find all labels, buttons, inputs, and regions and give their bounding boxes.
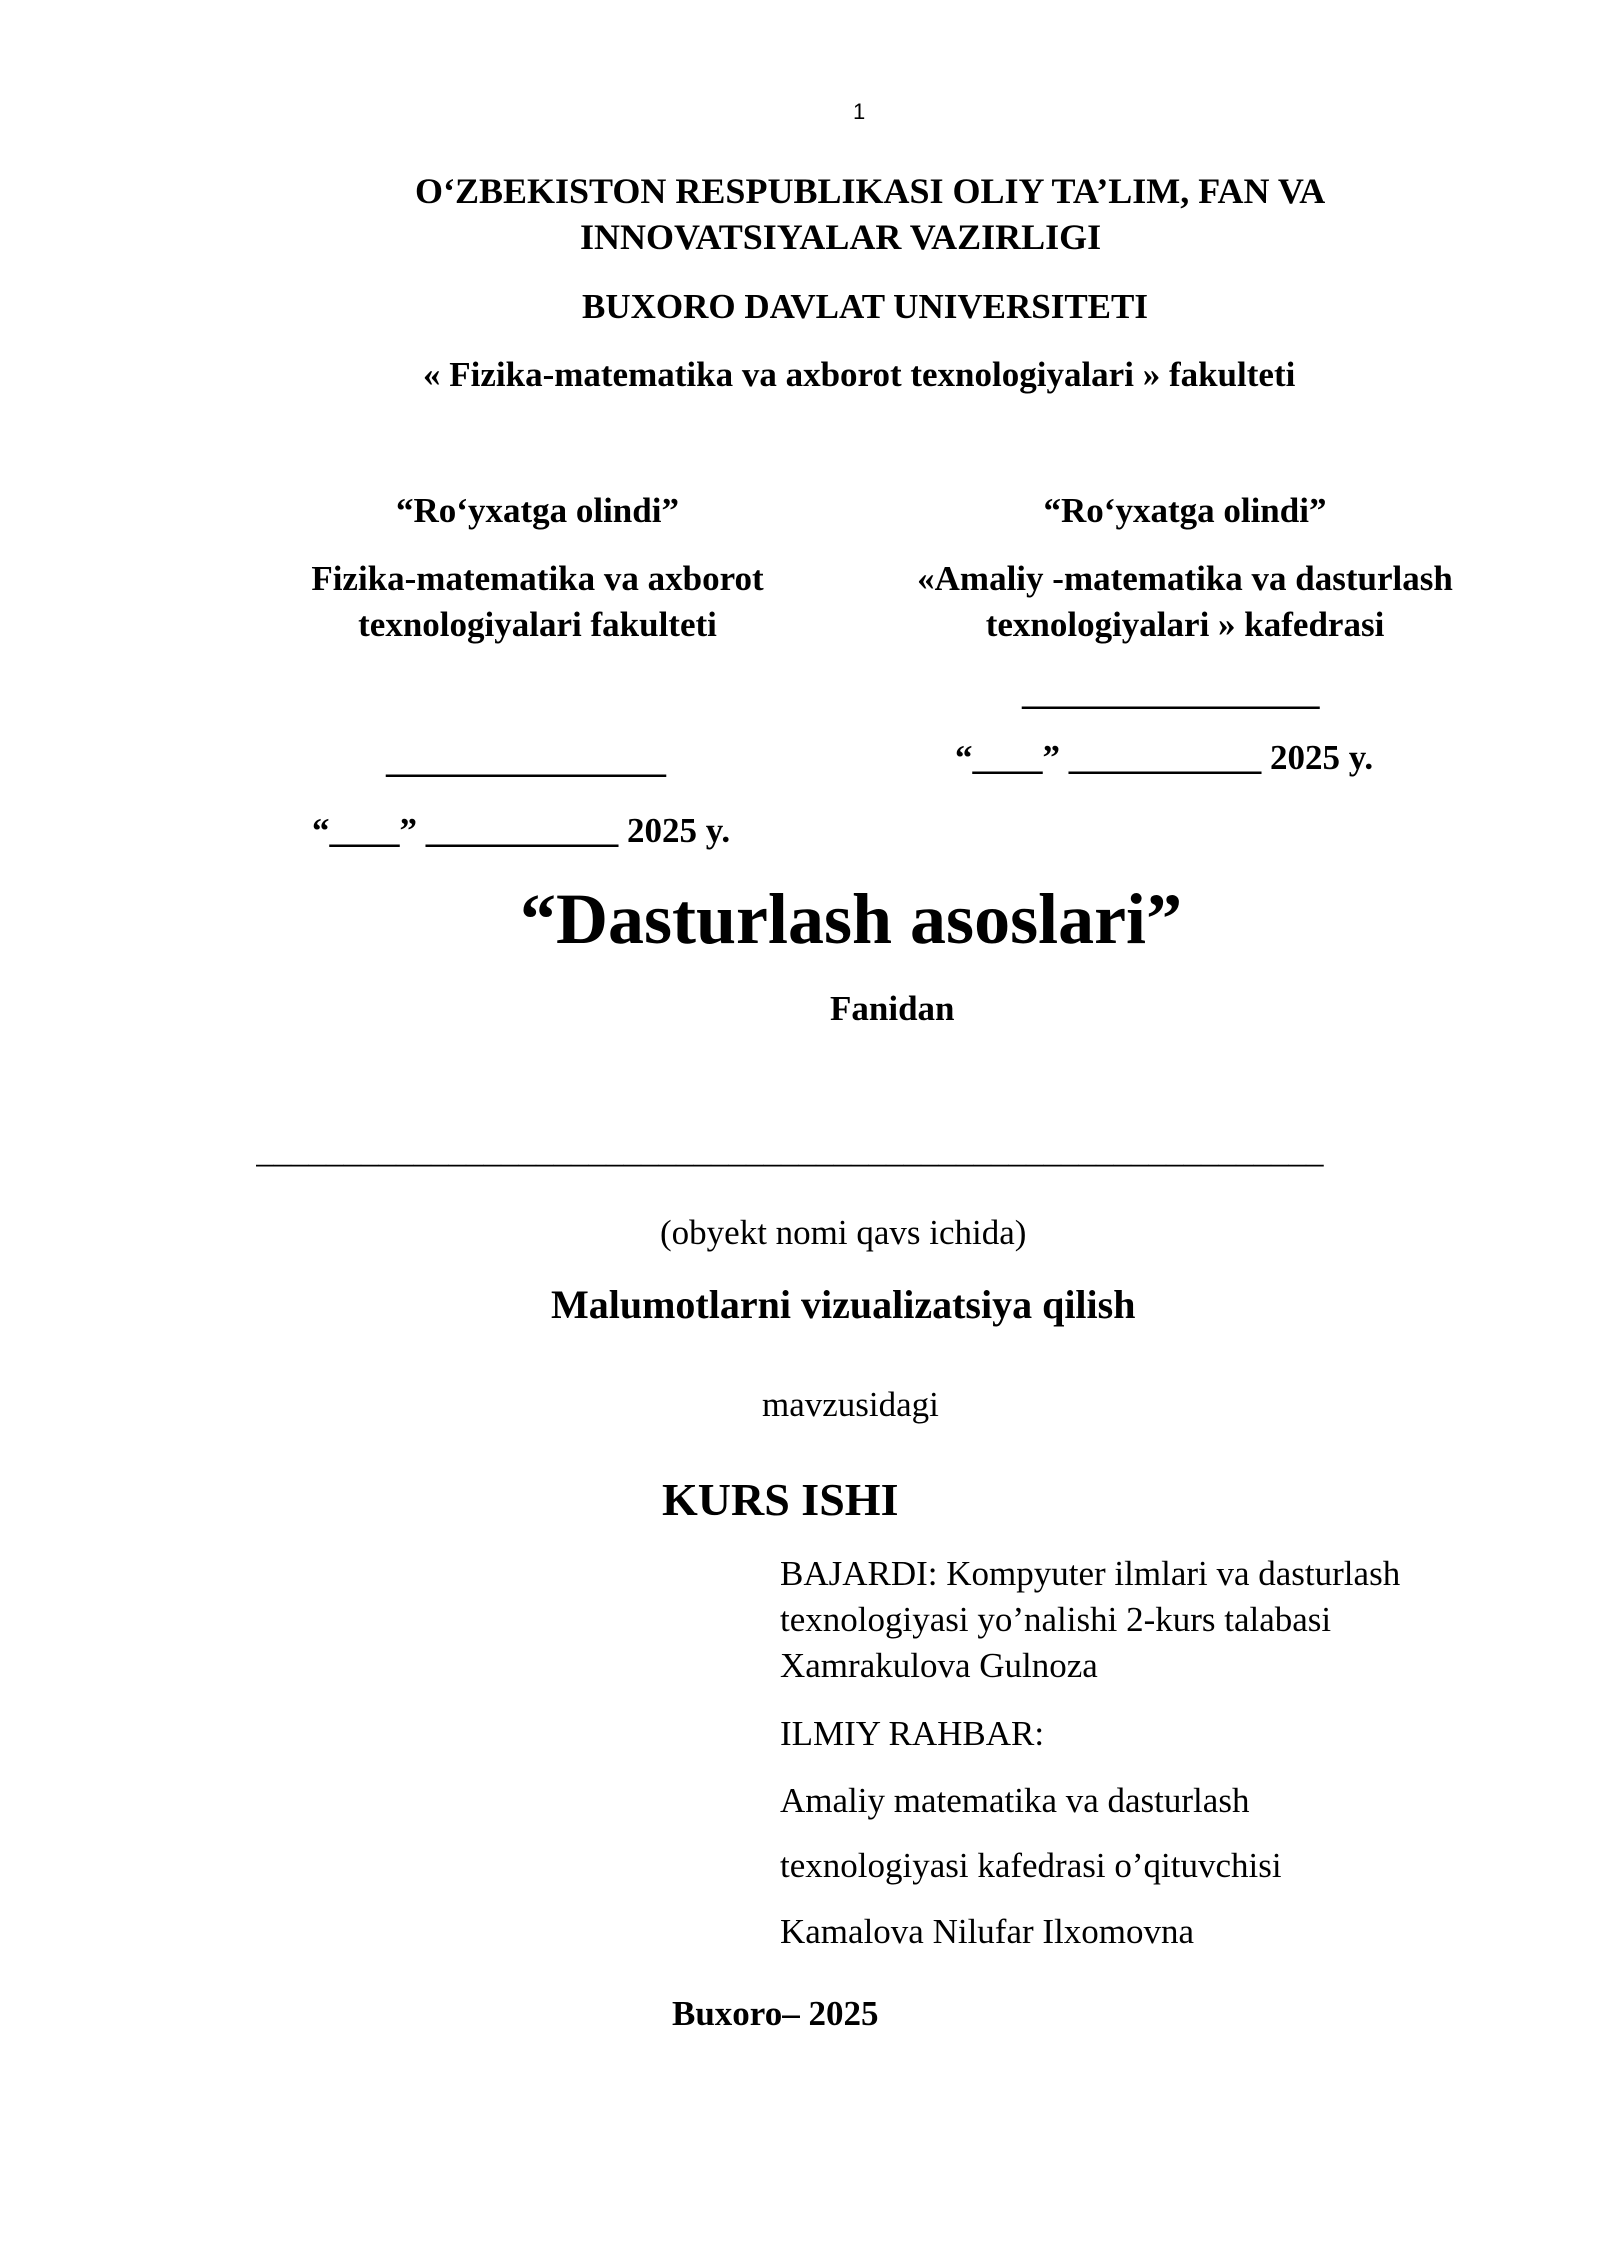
approval-left-line-2: texnologiyalari fakulteti xyxy=(358,605,717,644)
supervisor-line-1: Amaliy matematika va dasturlash xyxy=(780,1781,1250,1820)
author-line-1: BAJARDI: Kompyuter ilmlari va dasturlash xyxy=(780,1554,1401,1593)
footer-city-year: Buxoro– 2025 xyxy=(672,1994,879,2033)
page-number: 1 xyxy=(853,99,866,124)
approval-left xyxy=(265,488,810,648)
work-type: KURS ISHI xyxy=(662,1474,899,1525)
approval-left-title: “Ro‘yxatga olindi” xyxy=(396,491,679,530)
supervisor-label: ILMIY RAHBAR: xyxy=(780,1714,1045,1753)
object-name-hint: (obyekt nomi qavs ichida) xyxy=(660,1213,1027,1252)
approval-right xyxy=(880,488,1490,648)
mavzusidagi-label: mavzusidagi xyxy=(762,1385,939,1424)
author-line-2: texnologiyasi yo’nalishi 2-kurs talabasi xyxy=(780,1600,1332,1639)
university-name: BUXORO DAVLAT UNIVERSITETI xyxy=(582,287,1148,326)
approval-right-signature: _________________ xyxy=(1022,673,1320,712)
fanidan-label: Fanidan xyxy=(830,989,955,1028)
supervisor-line-2: texnologiyasi kafedrasi o’qituvchisi xyxy=(780,1846,1282,1885)
approval-left-line-1: Fizika-matematika va axborot xyxy=(311,559,764,598)
supervisor-name: Kamalova Nilufar Ilxomovna xyxy=(780,1912,1195,1951)
course-title: “Dasturlash asoslari” xyxy=(520,879,1183,959)
approval-left-signature: ________________ xyxy=(386,741,666,780)
approval-right-date: “____” ___________ 2025 y. xyxy=(955,738,1374,777)
approval-right-title: “Ro‘yxatga olindi” xyxy=(1043,491,1327,530)
author-name: Xamrakulova Gulnoza xyxy=(780,1646,1098,1685)
faculty-name: « Fizika-matematika va axborot texnologiyalari » fakulteti xyxy=(423,355,1296,394)
ministry-line-1: O‘ZBEKISTON RESPUBLIKASI OLIY TA’LIM, FAN VA xyxy=(415,171,1326,211)
approval-right-line-2: texnologiyalari » kafedrasi xyxy=(985,605,1385,644)
topic-title: Malumotlarni vizualizatsiya qilish xyxy=(551,1282,1136,1327)
approval-left-date: “____” ___________ 2025 y. xyxy=(312,811,731,850)
object-name-line: _____________________________________________________________ xyxy=(256,1131,1324,1170)
ministry-line-2: INNOVATSIYALAR VAZIRLIGI xyxy=(580,217,1102,257)
approval-right-line-1: «Amaliy -matematika va dasturlash xyxy=(917,559,1453,598)
